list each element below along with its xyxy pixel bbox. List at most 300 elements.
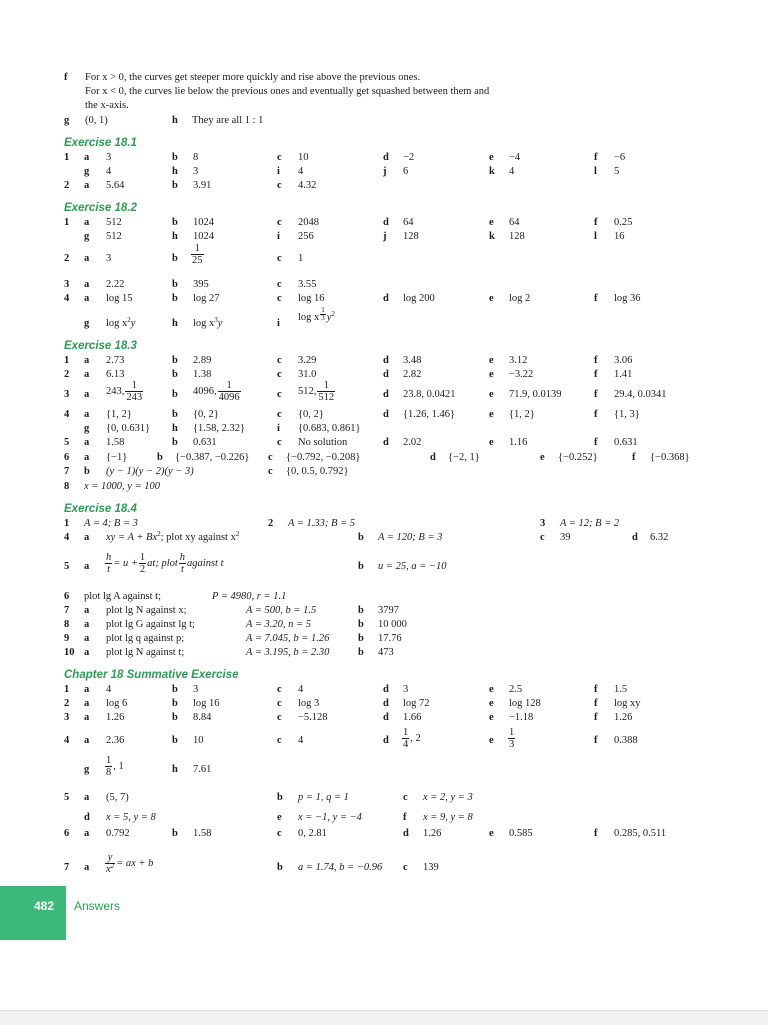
answer: 17.76 — [378, 633, 402, 644]
answer: 64 — [509, 217, 520, 228]
part-label: a — [84, 293, 90, 304]
q-num: 9 — [64, 633, 70, 644]
q-num: 3 — [64, 712, 70, 723]
answer: log 16 — [193, 698, 220, 709]
part-label: a — [84, 619, 90, 630]
answer: 3.12 — [509, 355, 528, 366]
answer — [401, 727, 421, 750]
label-f: f — [64, 72, 68, 83]
answer: {1, 2} — [106, 409, 132, 420]
answer: log 16 — [298, 293, 325, 304]
numerator: 1 — [509, 727, 515, 738]
part-label: a — [84, 862, 90, 873]
answer: x = −1, y = −4 — [298, 812, 362, 823]
part-label: b — [172, 684, 178, 695]
answer: 4 — [509, 166, 515, 177]
part-label: a — [84, 452, 90, 463]
part-label: d — [383, 152, 389, 163]
part-label: d — [84, 812, 90, 823]
part-label: f — [594, 735, 598, 746]
part-label: b — [84, 466, 90, 477]
q-num: 8 — [64, 619, 70, 630]
numerator: h — [179, 552, 186, 563]
part-label: d — [632, 532, 638, 543]
numerator: h — [106, 552, 112, 563]
q-num: 6 — [64, 591, 70, 602]
answer: plot lg G against lg t; — [106, 619, 195, 630]
answer: 0.792 — [106, 828, 130, 839]
answer: P = 4980, r = 1.1 — [212, 591, 287, 602]
answer: 10 — [193, 735, 204, 746]
denominator: 3 — [321, 314, 325, 323]
part-label: b — [157, 452, 163, 463]
answer: 0, 2.81 — [298, 828, 327, 839]
part-label: f — [594, 437, 598, 448]
part-label: g — [84, 231, 90, 242]
answer: 4 — [106, 684, 112, 695]
part-label: f — [594, 698, 598, 709]
q-num: 5 — [64, 792, 70, 803]
answer: {1.26, 1.46} — [403, 409, 456, 420]
q-num: 1 — [64, 684, 70, 695]
answer: {1, 2} — [509, 409, 535, 420]
part-label: d — [383, 735, 389, 746]
footer-title: Answers — [74, 899, 121, 913]
part-label: f — [632, 452, 636, 463]
section-heading: Chapter 18 Summative Exercise — [64, 669, 239, 681]
part-label: b — [172, 712, 178, 723]
answer: A = 3.195, b = 2.30 — [246, 647, 330, 658]
denominator: 25 — [192, 255, 203, 266]
answer: log 200 — [403, 293, 435, 304]
q-num: 1 — [64, 355, 70, 366]
page-number: 482 — [34, 899, 55, 913]
answer: 1 — [298, 253, 304, 264]
answer: 10 — [298, 152, 309, 163]
numerator: 1 — [191, 243, 204, 255]
q-num: 4 — [64, 532, 70, 543]
q-num: 6 — [64, 828, 70, 839]
part-label: b — [172, 180, 178, 191]
part-label: g — [84, 166, 90, 177]
denominator: t — [107, 564, 111, 575]
answer: log xy — [614, 698, 641, 709]
part-label: e — [489, 389, 494, 400]
part-label: h — [172, 764, 178, 775]
part-label: c — [277, 698, 282, 709]
bottom-band — [0, 1010, 768, 1025]
part-label: i — [277, 423, 280, 434]
part-label: b — [358, 532, 364, 543]
answer: {0.683, 0.861} — [298, 423, 361, 434]
answer: log 3 — [298, 698, 320, 709]
answer: u = 25, a = −10 — [378, 561, 447, 572]
expr: 243, — [106, 385, 125, 397]
answer: 2.5 — [509, 684, 523, 695]
denominator: t — [180, 564, 184, 575]
part-label: e — [489, 437, 494, 448]
part-label: d — [383, 389, 389, 400]
answer: −4 — [509, 152, 521, 163]
answer: 4 — [106, 166, 112, 177]
answer: {1, 3} — [614, 409, 640, 420]
answer: (0, 1) — [85, 115, 108, 126]
part-label: a — [84, 369, 90, 380]
denominator: 8 — [106, 767, 112, 778]
page-number-tab — [0, 886, 66, 940]
part-label: e — [489, 355, 494, 366]
answer: 8.84 — [193, 712, 212, 723]
answer: A = 3.20, n = 5 — [246, 619, 312, 630]
answer: 1.16 — [509, 437, 528, 448]
answer: 8 — [193, 152, 199, 163]
q-num: 7 — [64, 605, 70, 616]
answer: −2 — [403, 152, 415, 163]
part-label: c — [277, 355, 282, 366]
part-label: c — [277, 684, 282, 695]
q-num: 3 — [64, 389, 70, 400]
numerator: y — [105, 852, 115, 864]
part-label: k — [489, 166, 495, 177]
part-label: d — [383, 712, 389, 723]
answer: 5.64 — [106, 180, 125, 191]
answer: 1024 — [193, 231, 214, 242]
part-label: j — [383, 231, 387, 242]
part-label: f — [594, 409, 598, 420]
answer: 3 — [403, 684, 409, 695]
part-label: f — [594, 712, 598, 723]
part-label: a — [84, 792, 90, 803]
part-label: b — [172, 698, 178, 709]
answer: x = 2, y = 3 — [423, 792, 473, 803]
part-label: b — [277, 862, 283, 873]
part-label: b — [172, 735, 178, 746]
part-label: c — [277, 180, 282, 191]
answer: {−1} — [106, 452, 128, 463]
part-label: f — [594, 293, 598, 304]
part-label: f — [594, 152, 598, 163]
section-heading: Exercise 18.3 — [64, 340, 137, 352]
answer: 0.25 — [614, 217, 633, 228]
q-num: 7 — [64, 466, 70, 477]
expr: y — [217, 318, 223, 329]
answer: log 36 — [614, 293, 641, 304]
part-label: e — [540, 452, 545, 463]
q-num: 4 — [64, 293, 70, 304]
answer: 1.26 — [614, 712, 633, 723]
q-num: 10 — [64, 647, 75, 658]
q-num: 2 — [64, 180, 70, 191]
answer: 6.32 — [650, 532, 669, 543]
answer: 10 000 — [378, 619, 407, 630]
answer: 1.58 — [193, 828, 212, 839]
part-label: a — [84, 389, 90, 400]
text-line: For x < 0, the curves lie below the previous ones and eventually get squashed between them and — [85, 86, 490, 97]
part-label: h — [172, 423, 178, 434]
q-num: 2 — [64, 369, 70, 380]
part-label: d — [383, 684, 389, 695]
part-label: i — [277, 318, 280, 329]
answer: 128 — [403, 231, 419, 242]
q-num: 2 — [268, 518, 274, 529]
answer: log 27 — [193, 293, 220, 304]
answer — [193, 318, 222, 330]
answer: 16 — [614, 231, 625, 242]
answer: 1.41 — [614, 369, 633, 380]
answer: 0.585 — [509, 828, 533, 839]
answer: x = 9, y = 8 — [423, 812, 473, 823]
part-label: d — [383, 217, 389, 228]
part-label: a — [84, 633, 90, 644]
answer: {0, 2} — [193, 409, 219, 420]
answer: 0.285, 0.511 — [614, 828, 667, 839]
answer: 512 — [106, 231, 122, 242]
part-label: d — [383, 369, 389, 380]
part-label: f — [594, 684, 598, 695]
answer: {0, 0.5, 0.792} — [286, 466, 349, 477]
answer: plot lg A against t; — [84, 591, 162, 602]
answer: 1.38 — [193, 369, 212, 380]
answer: 2.82 — [403, 369, 422, 380]
part-label: a — [84, 152, 90, 163]
expr: at; plot — [147, 557, 178, 569]
answer: 2048 — [298, 217, 319, 228]
part-label: b — [172, 253, 178, 264]
denominator: 2 — [139, 564, 146, 575]
answer: 64 — [403, 217, 414, 228]
answer: 6.13 — [106, 369, 125, 380]
part-label: c — [277, 253, 282, 264]
part-label: a — [84, 355, 90, 366]
answer: p = 1, q = 1 — [298, 792, 349, 803]
part-label: b — [172, 409, 178, 420]
part-label: c — [277, 828, 282, 839]
section-heading: Exercise 18.1 — [64, 137, 137, 149]
part-label: b — [172, 279, 178, 290]
answer: 1.26 — [106, 712, 125, 723]
part-label: e — [489, 409, 494, 420]
part-label: b — [277, 792, 283, 803]
answer — [507, 727, 516, 750]
answer: No solution — [298, 437, 348, 448]
part-label: c — [277, 217, 282, 228]
q-num: 4 — [64, 735, 70, 746]
part-label: b — [172, 369, 178, 380]
q-num: 1 — [64, 518, 70, 529]
q-num: 6 — [64, 452, 70, 463]
q-num: 2 — [64, 698, 70, 709]
part-label: c — [277, 152, 282, 163]
answer — [106, 380, 144, 403]
expr: , 2 — [410, 732, 421, 744]
answer: 3.48 — [403, 355, 422, 366]
answer: 1.66 — [403, 712, 422, 723]
part-label: e — [489, 217, 494, 228]
numerator: 1 — [125, 380, 143, 392]
q-num: 7 — [64, 862, 70, 873]
part-label: f — [594, 389, 598, 400]
part-label: c — [277, 369, 282, 380]
answer: {−0.368} — [650, 452, 690, 463]
part-label: f — [594, 828, 598, 839]
part-label: a — [84, 712, 90, 723]
expr: 4096, — [193, 385, 217, 397]
answer: plot lg q against p; — [106, 633, 185, 644]
answer: A = 120; B = 3 — [378, 532, 443, 543]
answer: {−0.252} — [558, 452, 598, 463]
part-label: c — [268, 452, 273, 463]
answer: 128 — [509, 231, 525, 242]
part-label: b — [172, 152, 178, 163]
part-label: e — [489, 152, 494, 163]
answer: A = 500, b = 1.5 — [246, 605, 317, 616]
part-label: e — [489, 712, 494, 723]
part-label: f — [403, 812, 407, 823]
part-label: e — [489, 684, 494, 695]
part-label: c — [277, 389, 282, 400]
denominator: 512 — [318, 392, 335, 403]
answer — [298, 306, 335, 324]
exponent: 2 — [331, 310, 335, 318]
expr: y — [326, 312, 332, 323]
part-label: a — [84, 279, 90, 290]
answer: 4 — [298, 735, 304, 746]
part-label: h — [172, 166, 178, 177]
answer: They are all 1 : 1 — [192, 115, 264, 126]
part-label: h — [172, 231, 178, 242]
part-label: g — [84, 318, 90, 329]
part-label: b — [358, 619, 364, 630]
answer: 1.26 — [423, 828, 442, 839]
answer: log 2 — [509, 293, 531, 304]
answer: −5.128 — [298, 712, 328, 723]
exponent: 2 — [127, 316, 131, 324]
part-label: f — [594, 355, 598, 366]
part-label: j — [383, 166, 387, 177]
answer: 139 — [423, 862, 439, 873]
part-label: b — [172, 293, 178, 304]
part-label: f — [594, 217, 598, 228]
part-label: a — [84, 647, 90, 658]
answer: 3.29 — [298, 355, 317, 366]
part-label: a — [84, 532, 90, 543]
answer: −3.22 — [509, 369, 534, 380]
exponent: 2 — [235, 530, 240, 538]
answer: 3.55 — [298, 279, 317, 290]
answer: x = 5, y = 8 — [106, 812, 156, 823]
exponent: 2 — [110, 862, 115, 870]
part-label: c — [403, 792, 408, 803]
part-label: b — [358, 561, 364, 572]
part-label: a — [84, 735, 90, 746]
expr: xy = A + Bx — [106, 532, 158, 543]
numerator: 1 — [317, 380, 335, 392]
answer: {1.58, 2.32} — [193, 423, 246, 434]
part-label: c — [540, 532, 545, 543]
q-num: 5 — [64, 561, 70, 572]
part-label: d — [383, 293, 389, 304]
q-num: 2 — [64, 253, 70, 264]
q-num: 1 — [64, 217, 70, 228]
q-num: 8 — [64, 481, 70, 492]
part-label: d — [383, 437, 389, 448]
part-label: a — [84, 684, 90, 695]
expr: 512, — [298, 385, 317, 397]
fraction — [190, 243, 205, 266]
answer: 0.388 — [614, 735, 638, 746]
part-label: c — [268, 466, 273, 477]
expr: log x — [193, 318, 215, 329]
numerator: 1 — [106, 755, 112, 766]
q-num: 1 — [64, 152, 70, 163]
numerator: 1 — [403, 727, 409, 738]
answer: 1024 — [193, 217, 214, 228]
part-label: g — [84, 423, 90, 434]
part-label: d — [383, 409, 389, 420]
answer: 473 — [378, 647, 394, 658]
part-label: a — [84, 180, 90, 191]
answer: A = 7.045, b = 1.26 — [246, 633, 330, 644]
text-line: the x-axis. — [85, 100, 129, 111]
answer: 1.58 — [106, 437, 125, 448]
text-line: For x > 0, the curves get steeper more quickly and rise above the previous ones. — [85, 72, 421, 83]
answer: 3 — [106, 152, 112, 163]
answer: 31.0 — [298, 369, 317, 380]
answer: 3797 — [378, 605, 399, 616]
answer: 6 — [403, 166, 409, 177]
answer — [298, 380, 336, 403]
answer: 4.32 — [298, 180, 317, 191]
part-label: b — [172, 437, 178, 448]
part-label: l — [594, 231, 597, 242]
answer: 0.631 — [614, 437, 638, 448]
answer: 5 — [614, 166, 620, 177]
answer: 3.06 — [614, 355, 633, 366]
q-num: 3 — [540, 518, 546, 529]
answer: (5, 7) — [106, 792, 129, 803]
answer: {−0.387, −0.226} — [175, 452, 250, 463]
part-label: b — [358, 647, 364, 658]
answer: 29.4, 0.0341 — [614, 389, 667, 400]
part-label: b — [172, 828, 178, 839]
answer: 2.36 — [106, 735, 125, 746]
answer: 3 — [106, 253, 112, 264]
answer: 23.8, 0.0421 — [403, 389, 456, 400]
answer: {−0.792, −0.208} — [286, 452, 361, 463]
answer: 3 — [193, 166, 199, 177]
denominator: x — [106, 864, 111, 875]
part-label: a — [84, 409, 90, 420]
answer: 3 — [193, 684, 199, 695]
answer: 3.91 — [193, 180, 212, 191]
answer — [106, 532, 239, 544]
answer: 4 — [298, 684, 304, 695]
answer: A = 1.33; B = 5 — [288, 518, 356, 529]
part-label: d — [430, 452, 436, 463]
part-label: g — [84, 764, 90, 775]
part-label: e — [489, 828, 494, 839]
expr: log x — [298, 312, 320, 323]
part-label: a — [84, 698, 90, 709]
denominator: 243 — [126, 392, 143, 403]
label-h: h — [172, 115, 178, 126]
answer: 512 — [106, 217, 122, 228]
q-num: 3 — [64, 279, 70, 290]
numerator: 1 — [139, 552, 146, 563]
answer — [104, 852, 153, 875]
part-label: d — [383, 698, 389, 709]
exponent: 2 — [157, 530, 161, 538]
